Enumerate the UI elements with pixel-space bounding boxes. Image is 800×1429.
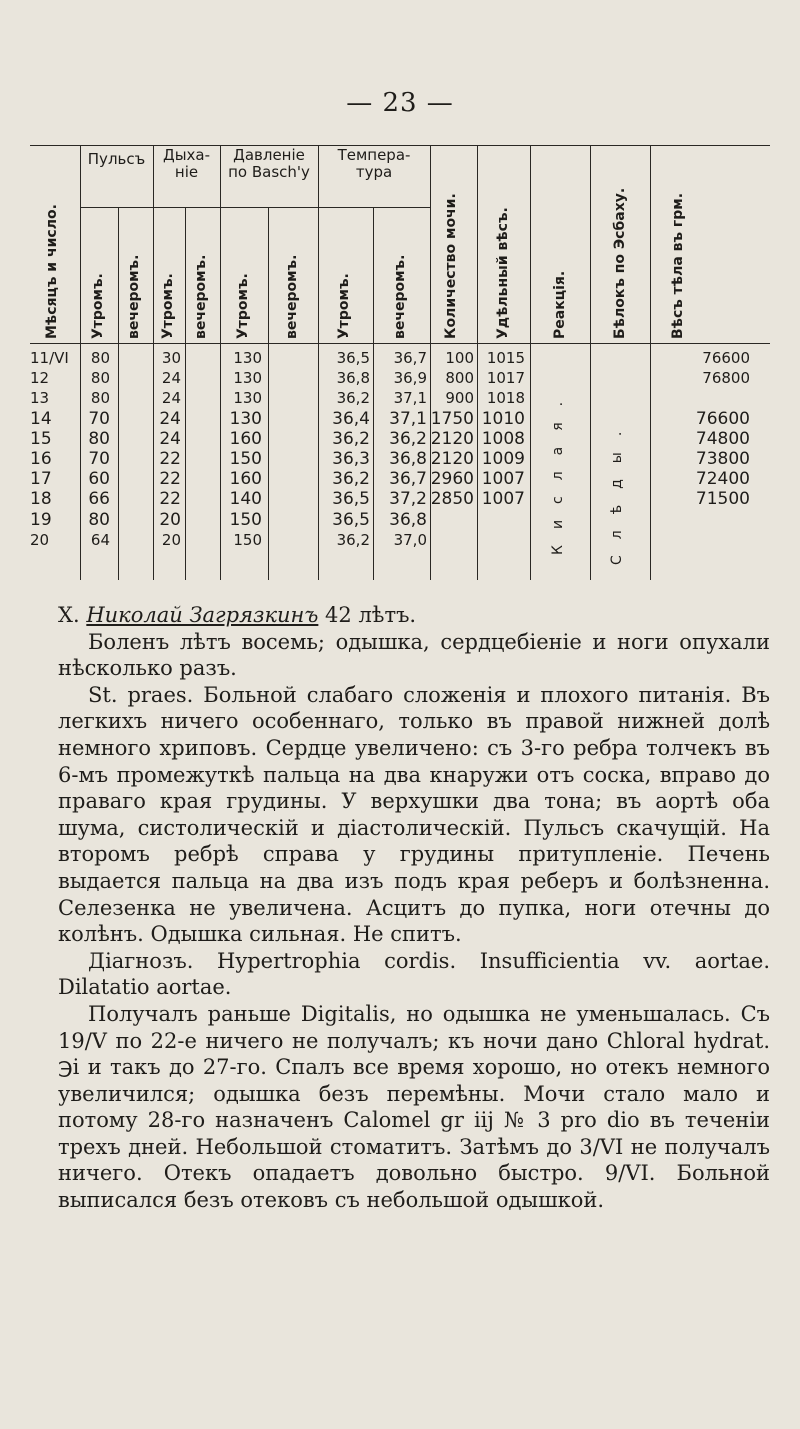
table-row [30, 530, 770, 550]
header-pulse: Пульсъ [87, 150, 146, 168]
cell-date: 16 [30, 449, 52, 469]
paragraph: Діагнозъ. Hypertrophia cordis. Insufficientia vv. aortae. Dilatatio aortae. [58, 948, 770, 1000]
cell-urine: 900 [445, 389, 474, 408]
cell-t-m: 36,3 [332, 449, 370, 469]
table-row [30, 510, 770, 530]
cell-b-m: 24 [159, 428, 181, 449]
cell-grav: 1007 [481, 469, 525, 490]
cell-b-m: 20 [159, 509, 181, 530]
cell-t-e: 37,1 [393, 389, 427, 408]
header-pulse-morning: Утромъ. [90, 273, 106, 339]
case-text [58, 602, 770, 1214]
cell-date: 12 [30, 369, 50, 388]
cell-urine: 2120 [430, 449, 474, 469]
reaction-note: Кислая. [550, 385, 566, 555]
header-protein: Бѣлокъ по Эсбаху. [612, 187, 628, 339]
cell-p-m: 64 [90, 530, 110, 549]
header-temperature: Темпера- тура [337, 146, 411, 181]
cell-t-e: 37,2 [389, 489, 427, 510]
cell-date: 18 [30, 489, 52, 510]
cell-b-m: 24 [161, 369, 181, 388]
header-temp-evening: вечеромъ. [392, 254, 408, 339]
cell-p-m: 80 [90, 349, 110, 367]
header-pressure: Давленіе по Basch'у [228, 146, 310, 181]
cell-d-m: 130 [229, 408, 262, 429]
header-pressure-morning: Утромъ. [235, 273, 251, 339]
case-number: X. [58, 603, 80, 627]
cell-b-m: 22 [159, 469, 181, 490]
cell-b-m: 22 [159, 489, 181, 510]
cell-p-m: 80 [88, 509, 110, 530]
header-reaction: Реакція. [552, 270, 568, 339]
cell-t-m: 36,5 [332, 489, 370, 510]
cell-weight: 76800 [702, 369, 750, 388]
header-breathing-evening: вечеромъ. [193, 254, 209, 339]
cell-d-m: 140 [229, 489, 262, 510]
cell-p-m: 70 [88, 449, 110, 469]
cell-grav: 1018 [486, 389, 525, 408]
table-row [30, 409, 770, 429]
header-temp-morning: Утромъ. [336, 273, 352, 339]
cell-date: 19 [30, 509, 52, 530]
table-row [30, 489, 770, 509]
cell-d-m: 130 [233, 349, 262, 367]
cell-b-m: 30 [161, 349, 181, 367]
cell-t-m: 36,2 [336, 389, 370, 408]
cell-weight: 76600 [702, 349, 750, 367]
cell-b-m: 22 [159, 449, 181, 469]
cell-p-m: 80 [90, 389, 110, 408]
cell-urine: 2850 [430, 489, 474, 510]
cell-p-m: 80 [88, 428, 110, 449]
cell-t-e: 36,2 [389, 428, 427, 449]
table-row [30, 368, 770, 388]
author-age: 42 лѣтъ. [325, 603, 417, 627]
cell-date: 14 [30, 408, 52, 429]
cell-d-m: 160 [229, 469, 262, 490]
header-urine: Количество мочи. [443, 193, 459, 339]
cell-urine: 100 [445, 349, 474, 367]
cell-d-m: 160 [229, 428, 262, 449]
cell-weight: 73800 [695, 449, 750, 469]
paragraph: Боленъ лѣтъ восемь; одышка, сердцебіеніе и ноги опухали нѣсколько разъ. [58, 629, 770, 681]
cell-urine: 1750 [430, 408, 474, 429]
cell-grav: 1017 [486, 369, 525, 388]
cell-weight: 72400 [695, 469, 750, 490]
table-row [30, 429, 770, 449]
cell-weight: 74800 [695, 428, 750, 449]
cell-b-m: 20 [161, 530, 181, 549]
cell-p-m: 70 [88, 408, 110, 429]
cell-t-e: 36,8 [389, 509, 427, 530]
cell-t-e: 36,9 [393, 369, 427, 388]
cell-p-m: 80 [90, 369, 110, 388]
header-bottom-rule [30, 343, 770, 344]
cell-date: 17 [30, 469, 52, 490]
cell-grav: 1015 [486, 349, 525, 367]
cell-b-m: 24 [159, 408, 181, 429]
cell-grav: 1010 [481, 408, 525, 429]
header-pressure-evening: вечеромъ. [284, 254, 300, 339]
header-breathing: Дыха- ніе [162, 146, 211, 181]
cell-t-m: 36,2 [332, 469, 370, 490]
cell-d-m: 130 [233, 389, 262, 408]
cell-t-m: 36,4 [332, 408, 370, 429]
header-gravity: Удѣльный вѣсъ. [495, 207, 511, 339]
header-pulse-evening: вечеромъ. [126, 254, 142, 339]
cell-d-m: 150 [229, 509, 262, 530]
cell-t-m: 36,8 [336, 369, 370, 388]
cell-weight: 76600 [695, 408, 750, 429]
cell-date: 20 [30, 530, 50, 549]
cell-urine: 2120 [430, 428, 474, 449]
cell-date: 13 [30, 389, 50, 408]
cell-t-m: 36,2 [332, 428, 370, 449]
subheader-rule [80, 207, 430, 208]
cell-t-e: 36,7 [389, 469, 427, 490]
table-row [30, 469, 770, 489]
header-date: Мѣсяцъ и число. [44, 204, 60, 339]
cell-t-e: 37,0 [393, 530, 427, 549]
cell-d-m: 130 [233, 369, 262, 388]
cell-d-m: 150 [233, 530, 262, 549]
cell-grav: 1009 [481, 449, 525, 469]
table-row [30, 348, 770, 368]
header-weight: Вѣсъ тѣла въ грм. [670, 192, 686, 339]
header-breathing-morning: Утромъ. [160, 273, 176, 339]
cell-grav: 1008 [481, 428, 525, 449]
cell-grav: 1007 [481, 489, 525, 510]
paragraph: St. praes. Больной слабаго сложенія и плохого питанія. Въ легкихъ ничего особеннаго, только въ правой нижней долѣ немного хриповъ. Сердце увеличено: съ 3-го ребра толчекъ въ 6-мъ промежуткѣ пальца на два кнаружи отъ соска, вправо до праваго края грудины. У верхушки два тона; въ аортѣ оба шума, систолическій и діастолическій. Пульсъ скачущій. На второмъ ребрѣ справа у грудины притупленіе. Печень выдается пальца на два изъ подъ края реберъ и болѣзненна. Селезенка не увеличена. Асцитъ до пупка, ноги отечны до колѣнъ. Одышка сильная. Не спитъ. [58, 682, 770, 947]
data-table [30, 145, 770, 580]
cell-t-m: 36,5 [332, 509, 370, 530]
cell-weight: 71500 [695, 489, 750, 510]
cell-d-m: 150 [229, 449, 262, 469]
cell-t-m: 36,2 [336, 530, 370, 549]
cell-t-e: 37,1 [389, 408, 427, 429]
paragraph: Получалъ раньше Digitalis, но одышка не уменьшалась. Съ 19/V по 22-е ничего не получалъ; къ ночи дано Chloral hydrat. ℈i и такъ до 27-го. Спалъ все время хорошо, но отекъ немного увеличился; одышка безъ перемѣны. Мочи стало мало и потому 28-го назначенъ Calomel gr iij № 3 pro dio въ теченіи трехъ дней. Небольшой стоматитъ. Затѣмъ до 3/VI не получалъ ничего. Отекъ опадаетъ довольно быстро. 9/VI. Больной выписался безъ отековъ съ небольшой одышкой. [58, 1001, 770, 1213]
cell-urine: 800 [445, 369, 474, 388]
page-number: — 23 — [346, 88, 454, 118]
table-row [30, 388, 770, 408]
cell-t-e: 36,7 [393, 349, 427, 367]
cell-t-m: 36,5 [336, 349, 370, 367]
cell-t-e: 36,8 [389, 449, 427, 469]
cell-date: 11/VI [30, 349, 69, 367]
cell-b-m: 24 [161, 389, 181, 408]
cell-date: 15 [30, 428, 52, 449]
cell-p-m: 66 [88, 489, 110, 510]
author-name: Николай Загрязкинъ [86, 603, 319, 627]
cell-urine: 2960 [430, 469, 474, 490]
protein-note: Слѣды. [609, 415, 625, 565]
table-row [30, 449, 770, 469]
cell-p-m: 60 [88, 469, 110, 490]
case-heading [58, 602, 770, 629]
